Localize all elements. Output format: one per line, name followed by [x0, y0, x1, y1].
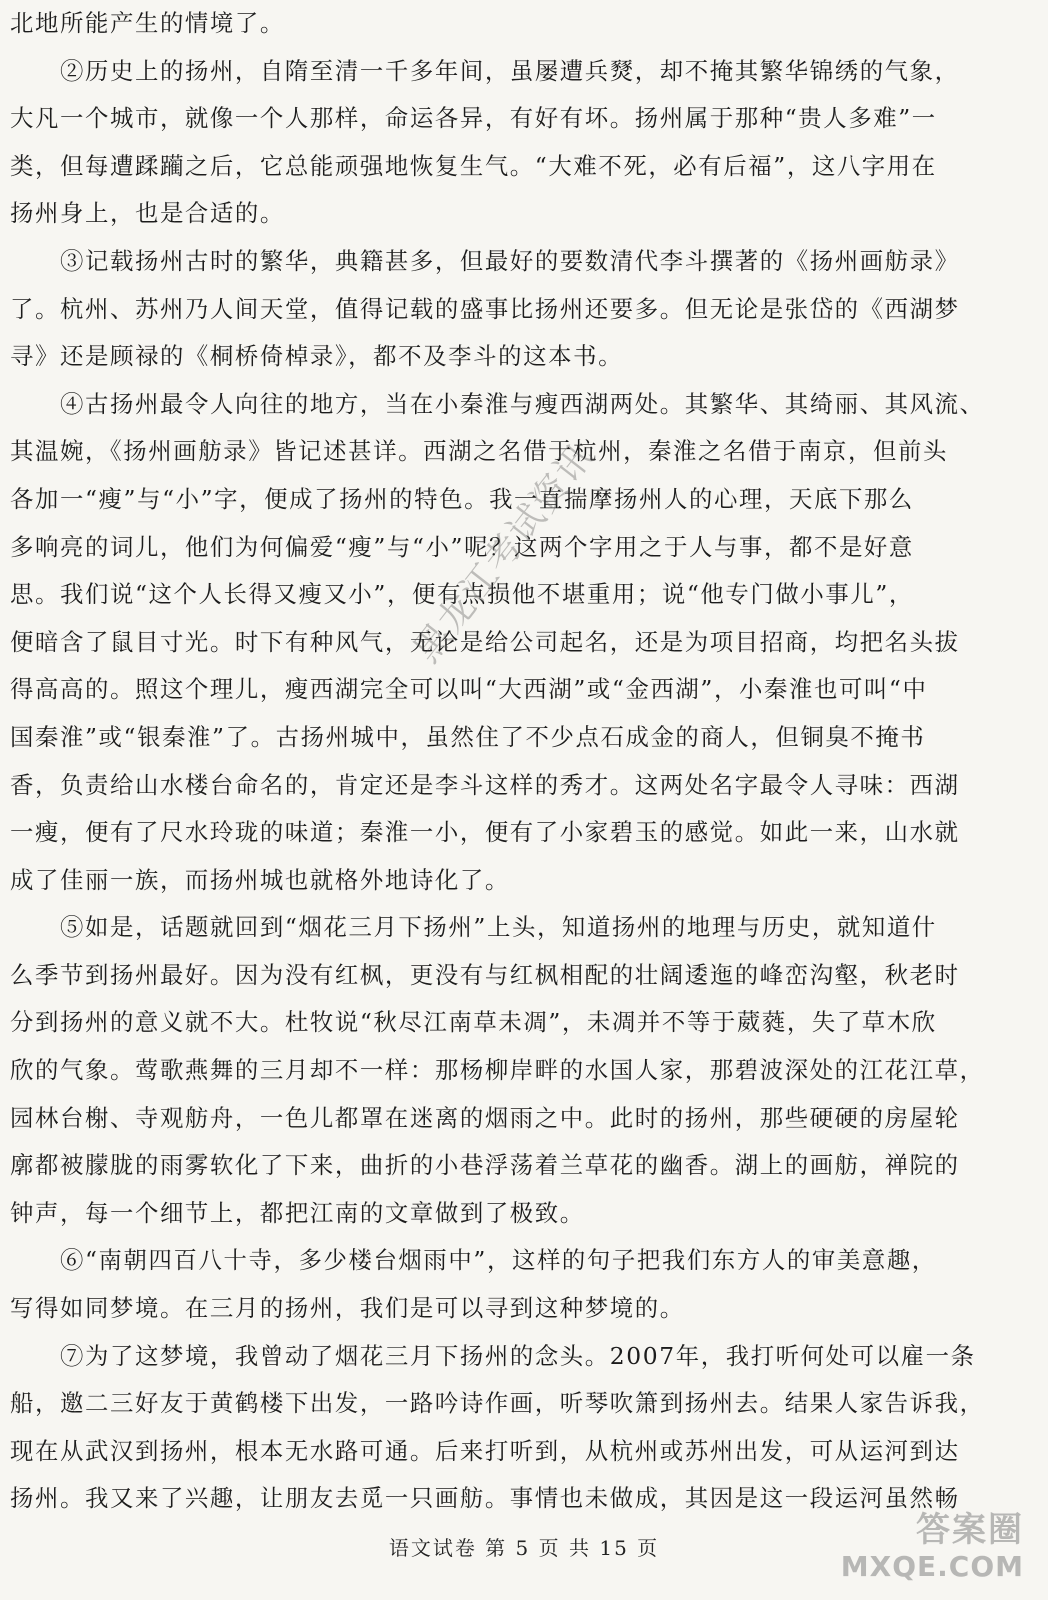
text-line: ②历史上的扬州，自隋至清一千多年间，虽屡遭兵燹，却不掩其繁华锦绣的气象， [60, 56, 960, 85]
text-line: 便暗含了鼠目寸光。时下有种风气，无论是给公司起名，还是为项目招商，均把名头拔 [10, 627, 960, 656]
text-line: ④古扬州最令人向往的地方，当在小秦淮与瘦西湖两处。其繁华、其绮丽、其风流、 [60, 389, 985, 418]
text-line: 写得如同梦境。在三月的扬州，我们是可以寻到这种梦境的。 [10, 1294, 685, 1323]
text-line: 钟声，每一个细节上，都把江南的文章做到了极致。 [10, 1198, 585, 1227]
text-line: 现在从武汉到扬州，根本无水路可通。后来打听到，从杭州或苏州出发，可从运河到达 [10, 1436, 960, 1465]
text-line: 国秦淮”或“银秦淮”了。古扬州城中，虽然住了不少点石成金的商人，但铜臭不掩书 [10, 722, 926, 751]
passage-text [10, 0, 1038, 1523]
text-line: 分到扬州的意义就不大。杜牧说“秋尽江南草未凋”，未凋并不等于葳蕤，失了草木欣 [10, 1008, 937, 1037]
text-line: 扬州身上，也是合适的。 [10, 199, 285, 228]
text-line: 了。杭州、苏州乃人间天堂，值得记载的盛事比扬州还要多。但无论是张岱的《西湖梦 [10, 294, 960, 323]
text-line: 寻》还是顾禄的《桐桥倚棹录》，都不及李斗的这本书。 [10, 342, 624, 371]
text-line: 成了佳丽一族，而扬州城也就格外地诗化了。 [10, 865, 510, 894]
text-line: 船，邀二三好友于黄鹤楼下出发，一路吟诗作画，听琴吹箫到扬州去。结果人家告诉我， [10, 1389, 985, 1418]
page-footer: 语文试卷 第 5 页 共 15 页 [388, 1536, 660, 1560]
text-line: 类，但每遭蹂躏之后，它总能顽强地恢复生气。“大难不死，必有后福”，这八字用在 [10, 151, 937, 180]
logo-text-cn: 答案圈 [916, 1510, 1024, 1550]
text-line: ⑥“南朝四百八十寺，多少楼台烟雨中”，这样的句子把我们东方人的审美意趣， [60, 1246, 937, 1275]
text-line: 大凡一个城市，就像一个人那样，命运各异，有好有坏。扬州属于那种“贵人多难”一 [10, 104, 937, 133]
text-line: 一瘦，便有了尺水玲珑的味道；秦淮一小，便有了小家碧玉的感觉。如此一来，山水就 [10, 818, 960, 847]
text-line: 北地所能产生的情境了。 [10, 9, 285, 37]
text-line: ⑤如是，话题就回到“烟花三月下扬州”上头，知道扬州的地理与历史，就知道什 [60, 913, 937, 942]
text-line: 廓都被朦胧的雨雾软化了下来，曲折的小巷浮荡着兰草花的幽香。湖上的画舫，禅院的 [10, 1151, 960, 1180]
text-line: 欣的气象。莺歌燕舞的三月却不一样：那杨柳岸畔的水国人家，那碧波深处的江花江草， [10, 1056, 985, 1085]
text-line: 香，负责给山水楼台命名的，肯定还是李斗这样的秀才。这两处名字最令人寻味：西湖 [10, 770, 960, 799]
text-line: ③记载扬州古时的繁华，典籍甚多，但最好的要数清代李斗撰著的《扬州画舫录》 [60, 246, 960, 275]
text-line: 其温婉，《扬州画舫录》皆记述甚详。西湖之名借于杭州，秦淮之名借于南京，但前头 [10, 437, 948, 466]
watermark: 黑龙江考试资讯 [406, 435, 603, 671]
site-logo [840, 1492, 1032, 1592]
text-line: ⑦为了这梦境，我曾动了烟花三月下扬州的念头。2007年，我打听何处可以雇一条 [60, 1341, 976, 1370]
text-line: 园林台榭、寺观舫舟，一色儿都罩在迷离的烟雨之中。此时的扬州，那些硬硬的房屋轮 [10, 1103, 960, 1132]
logo-text-en: MXQE.COM [840, 1550, 1024, 1583]
text-line: 扬州。我又来了兴趣，让朋友去觅一只画舫。事情也未做成，其因是这一段运河虽然畅 [10, 1484, 960, 1513]
text-line: 得高高的。照这个理儿，瘦西湖完全可以叫“大西湖”或“金西湖”，小秦淮也可叫“中 [10, 675, 928, 704]
text-line: 多响亮的词儿，他们为何偏爱“瘦”与“小”呢？这两个字用之于人与事，都不是好意 [10, 532, 914, 561]
text-line: 么季节到扬州最好。因为没有红枫，更没有与红枫相配的壮阔逶迤的峰峦沟壑，秋老时 [10, 960, 960, 989]
text-line: 各加一“瘦”与“小”字，便成了扬州的特色。我一直揣摩扬州人的心理，天底下那么 [10, 484, 914, 513]
text-line: 思。我们说“这个人长得又瘦又小”，便有点损他不堪重用；说“他专门做小事儿”， [10, 580, 914, 609]
